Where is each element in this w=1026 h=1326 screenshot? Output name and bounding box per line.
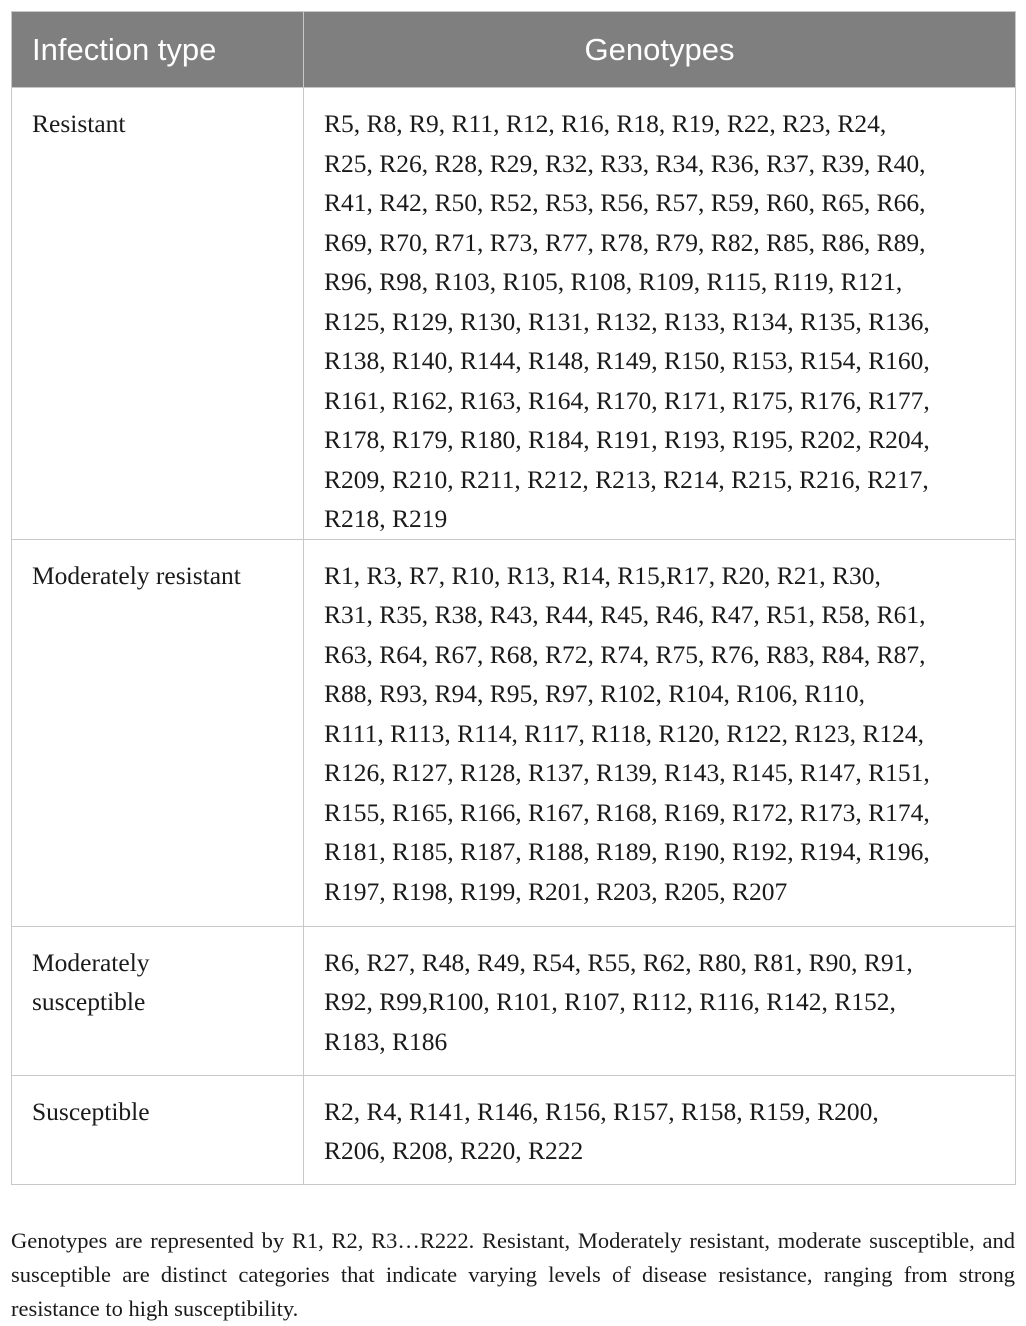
- infection-type-cell: Resistant: [12, 88, 304, 540]
- table-row: [12, 926, 1016, 1075]
- genotype-table-container: [11, 11, 1015, 1185]
- genotypes-cell: [304, 88, 1016, 540]
- table-row: [12, 539, 1016, 926]
- genotype-line: R111, R113, R114, R117, R118, R120, R122, R123, R124,: [324, 718, 925, 748]
- infection-type-cell: [12, 926, 304, 1075]
- genotype-line: R126, R127, R128, R137, R139, R143, R145, R147, R151,: [324, 758, 930, 787]
- genotype-line: R1, R3, R7, R10, R13, R14, R15,R17, R20, R21, R30,: [324, 560, 881, 590]
- genotype-line: R181, R185, R187, R188, R189, R190, R192, R194, R196,: [324, 837, 930, 866]
- genotype-line: R161, R162, R163, R164, R170, R171, R175, R176, R177,: [324, 385, 930, 415]
- genotype-line: R155, R165, R166, R167, R168, R169, R172, R173, R174,: [324, 797, 930, 827]
- infection-type-cell: Moderately resistant: [12, 539, 304, 926]
- table-row: [12, 88, 1016, 540]
- genotype-line: R218, R219: [324, 504, 448, 533]
- genotype-line: R209, R210, R211, R212, R213, R214, R215, R216, R217,: [324, 464, 929, 494]
- genotype-line: R25, R26, R28, R29, R32, R33, R34, R36, R37, R39, R40,: [324, 148, 926, 178]
- table-row: [12, 1075, 1016, 1184]
- genotype-line: R183, R186: [324, 1026, 448, 1056]
- header-infection-type: Infection type: [12, 12, 304, 88]
- infection-type-line: susceptible: [32, 987, 146, 1016]
- genotype-line: R63, R64, R67, R68, R72, R74, R75, R76, R83, R84, R87,: [324, 639, 926, 669]
- table-header-row: [12, 12, 1016, 88]
- genotype-line: R88, R93, R94, R95, R97, R102, R104, R106, R110,: [324, 679, 866, 708]
- genotype-table: [11, 11, 1016, 1185]
- genotype-line: R206, R208, R220, R222: [324, 1136, 584, 1165]
- header-genotypes: Genotypes: [304, 12, 1016, 88]
- genotype-line: R31, R35, R38, R43, R44, R45, R46, R47, R51, R58, R61,: [324, 600, 926, 629]
- genotype-line: R2, R4, R141, R146, R156, R157, R158, R159, R200,: [324, 1096, 879, 1126]
- table-footnote: Genotypes are represented by R1, R2, R3…R222. Resistant, Moderately resistant, moderate susceptible, and susceptible are distinct categories that indicate varying levels of disease resistance, ranging from strong resistance to high susceptibility.: [11, 1227, 1015, 1321]
- genotype-line: R197, R198, R199, R201, R203, R205, R207: [324, 876, 788, 906]
- genotype-line: R5, R8, R9, R11, R12, R16, R18, R19, R22, R23, R24,: [324, 109, 887, 138]
- infection-type-line: Moderately: [32, 947, 150, 977]
- genotype-line: R96, R98, R103, R105, R108, R109, R115, R119, R121,: [324, 267, 903, 296]
- genotypes-cell: [304, 1075, 1016, 1184]
- genotype-line: R138, R140, R144, R148, R149, R150, R153, R154, R160,: [324, 346, 930, 375]
- genotype-line: R6, R27, R48, R49, R54, R55, R62, R80, R81, R90, R91,: [324, 947, 913, 977]
- genotypes-cell: [304, 926, 1016, 1075]
- genotype-line: R69, R70, R71, R73, R77, R78, R79, R82, R85, R86, R89,: [324, 227, 926, 257]
- genotype-line: R125, R129, R130, R131, R132, R133, R134, R135, R136,: [324, 306, 930, 336]
- genotypes-cell: [304, 539, 1016, 926]
- infection-type-cell: Susceptible: [12, 1075, 304, 1184]
- genotype-line: R92, R99,R100, R101, R107, R112, R116, R142, R152,: [324, 987, 896, 1016]
- genotype-line: R41, R42, R50, R52, R53, R56, R57, R59, R60, R65, R66,: [324, 188, 926, 217]
- genotype-line: R178, R179, R180, R184, R191, R193, R195, R202, R204,: [324, 425, 930, 454]
